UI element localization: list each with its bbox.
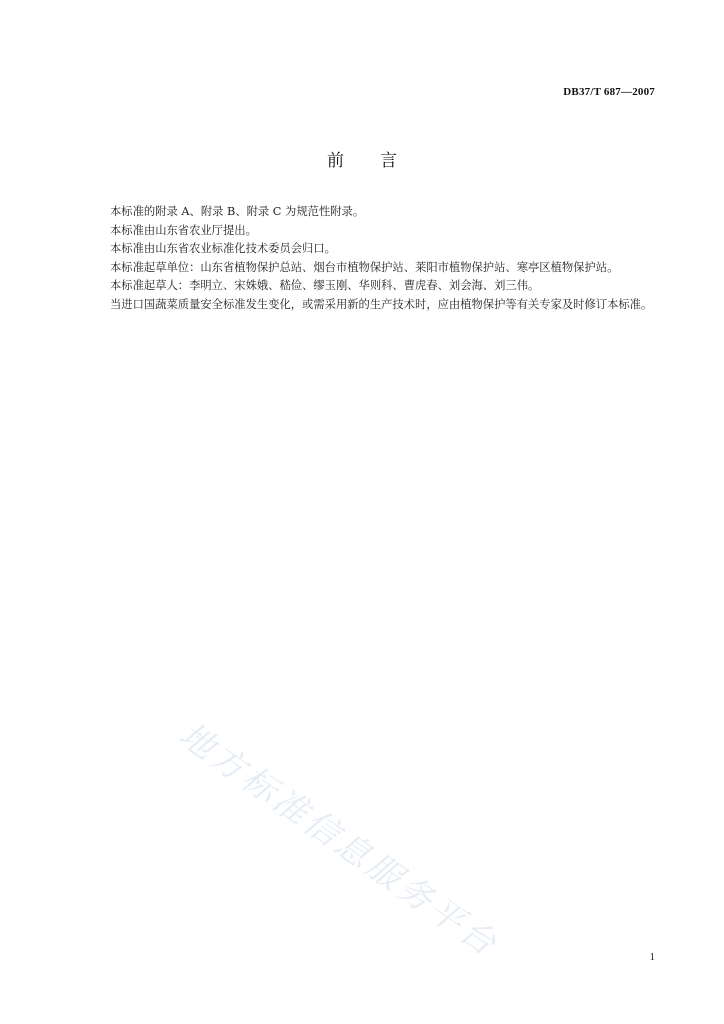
paragraph-drafting-units: 本标准起草单位：山东省植物保护总站、烟台市植物保护站、莱阳市植物保护站、寒亭区植物保护站。: [110, 260, 619, 274]
paragraph-drafters: 本标准起草人：李明立、宋姝娥、嵇俭、缪玉刚、华则科、曹虎春、刘会海、刘三伟。: [110, 279, 540, 293]
paragraph-revision-note: 当进口国蔬菜质量安全标准发生变化，或需采用新的生产技术时，应由植物保护等有关专家及时修订本标准。: [110, 297, 653, 311]
watermark: 地方标准信息服务平台: [171, 714, 506, 966]
title-char-2: 言: [380, 151, 397, 171]
foreword-body: [88, 203, 656, 315]
paragraph-proposer: 本标准由山东省农业厅提出。: [110, 223, 257, 237]
paragraph-appendix: 本标准的附录 A、附录 B、附录 C 为规范性附录。: [110, 205, 365, 218]
standard-code: DB37/T 687—2007: [563, 86, 655, 98]
title-char-1: 前: [327, 151, 344, 171]
page-title: [0, 146, 724, 171]
paragraph-committee: 本标准由山东省农业标准化技术委员会归口。: [110, 242, 336, 256]
page-number: 1: [649, 951, 655, 963]
